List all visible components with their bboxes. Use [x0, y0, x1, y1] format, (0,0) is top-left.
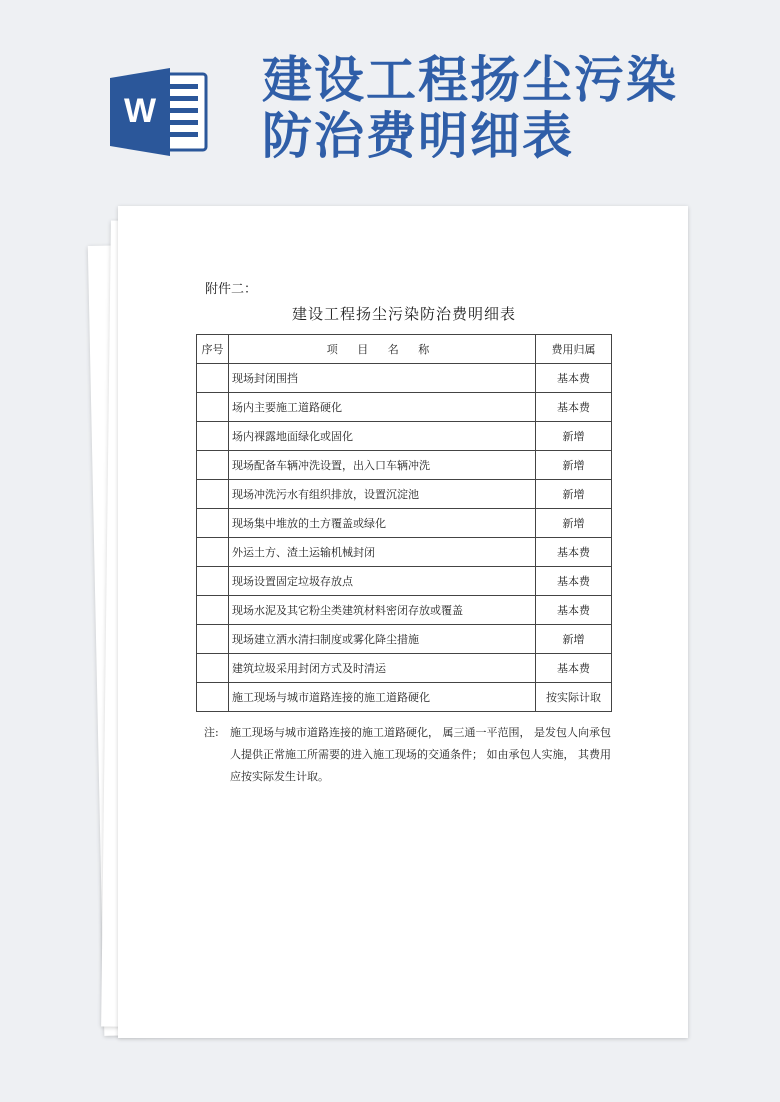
footnote-text: 施工现场与城市道路连接的施工道路硬化， 属三通一平范围， 是发包人向承包人提供正常施工所需要的进入施工现场的交通条件； 如由承包人实施， 其费用应按实际发生计取。 [230, 726, 611, 783]
column-header-cost-category: 费用归属 [536, 335, 612, 364]
item-name: 现场配备车辆冲洗设置，出入口车辆冲洗 [229, 451, 536, 480]
item-name: 现场冲洗污水有组织排放，设置沉淀池 [229, 480, 536, 509]
word-icon-letter: W [123, 92, 157, 130]
row-number [197, 364, 229, 393]
item-name: 现场封闭围挡 [229, 364, 536, 393]
row-number [197, 567, 229, 596]
cost-category: 新增 [536, 480, 612, 509]
row-number [197, 480, 229, 509]
footnote-prefix: 注: [204, 726, 219, 739]
item-name: 现场设置固定垃圾存放点 [229, 567, 536, 596]
table-row [197, 683, 612, 712]
item-name: 场内主要施工道路硬化 [229, 393, 536, 422]
item-name: 现场水泥及其它粉尘类建筑材料密闭存放或覆盖 [229, 596, 536, 625]
footnote [204, 722, 614, 788]
table-row [197, 393, 612, 422]
cost-table [196, 334, 612, 712]
attachment-label: 附件二： [205, 282, 258, 297]
table-row [197, 451, 612, 480]
table-row [197, 509, 612, 538]
table-row [197, 625, 612, 654]
table-row [197, 596, 612, 625]
cost-category: 新增 [536, 625, 612, 654]
row-number [197, 393, 229, 422]
item-name: 现场集中堆放的土方覆盖或绿化 [229, 509, 536, 538]
cost-category: 基本费 [536, 393, 612, 422]
item-name: 场内裸露地面绿化或固化 [229, 422, 536, 451]
item-name: 施工现场与城市道路连接的施工道路硬化 [229, 683, 536, 712]
row-number [197, 451, 229, 480]
table-row [197, 654, 612, 683]
row-number [197, 422, 229, 451]
row-number [197, 654, 229, 683]
cost-category: 基本费 [536, 654, 612, 683]
row-number [197, 509, 229, 538]
row-number [197, 538, 229, 567]
cost-category: 基本费 [536, 538, 612, 567]
page-title-line1: 建设工程扬尘污染 [262, 51, 678, 109]
word-document-icon [108, 66, 208, 158]
item-name: 建筑垃圾采用封闭方式及时清运 [229, 654, 536, 683]
cost-category: 新增 [536, 509, 612, 538]
cost-category: 新增 [536, 451, 612, 480]
cost-category: 基本费 [536, 567, 612, 596]
row-number [197, 625, 229, 654]
table-row [197, 422, 612, 451]
row-number [197, 683, 229, 712]
row-number [197, 596, 229, 625]
item-name: 现场建立洒水清扫制度或雾化降尘措施 [229, 625, 536, 654]
page-title [262, 52, 678, 164]
cost-category: 新增 [536, 422, 612, 451]
cost-category: 按实际计取 [536, 683, 612, 712]
table-header-row [197, 335, 612, 364]
cost-category: 基本费 [536, 364, 612, 393]
document-title: 建设工程扬尘污染防治费明细表 [291, 305, 516, 323]
cost-category: 基本费 [536, 596, 612, 625]
table-row [197, 364, 612, 393]
table-row [197, 480, 612, 509]
column-header-item-name: 项 目 名 称 [229, 335, 536, 364]
column-header-number: 序号 [197, 335, 229, 364]
table-row [197, 538, 612, 567]
table-row [197, 567, 612, 596]
item-name: 外运土方、渣土运输机械封闭 [229, 538, 536, 567]
page-title-line2: 防治费明细表 [262, 107, 574, 165]
